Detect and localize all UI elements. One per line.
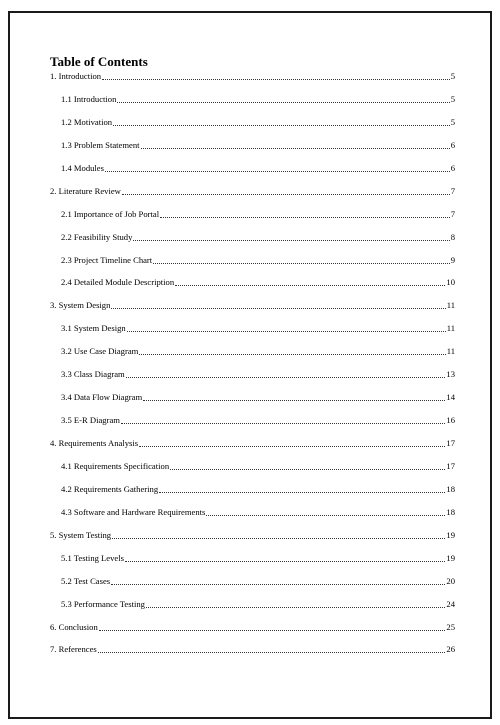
toc-entry[interactable] (50, 209, 455, 220)
toc-entry-page-number: 19 (446, 552, 455, 563)
toc-entry-page-number: 11 (446, 346, 455, 357)
toc-entry-page-number: 7 (450, 208, 455, 219)
toc-entry-page-number: 5 (450, 71, 455, 81)
toc-entry-label: 2.3 Project Timeline Chart (61, 254, 153, 265)
toc-entry-label: 1.3 Problem Statement (61, 139, 140, 150)
toc-entry-page-number: 24 (446, 598, 455, 609)
toc-entry-label: 5.2 Test Cases (61, 575, 111, 586)
toc-entry[interactable] (50, 576, 455, 587)
toc-entry[interactable] (50, 94, 455, 105)
dot-leader (99, 629, 446, 631)
toc-entry[interactable] (50, 622, 455, 633)
toc-entry[interactable] (50, 71, 455, 82)
toc-entry[interactable] (50, 438, 455, 449)
dot-leader (175, 284, 445, 286)
dot-leader (98, 651, 446, 653)
toc-entry[interactable] (50, 507, 455, 518)
toc-entry-page-number: 16 (446, 415, 455, 426)
dot-leader (102, 78, 450, 80)
toc-entry-label: 7. References (50, 644, 97, 655)
toc-entry-label: 3.4 Data Flow Diagram (61, 392, 143, 403)
toc-entry-label: 3.3 Class Diagram (61, 369, 125, 380)
dot-leader (121, 422, 445, 424)
dot-leader (112, 537, 445, 539)
dot-leader (206, 514, 445, 516)
toc-entry-label: 1.4 Modules (61, 162, 104, 173)
toc-entry-page-number: 26 (446, 644, 455, 655)
toc-entry-label: 5.1 Testing Levels (61, 552, 124, 563)
dot-leader (126, 376, 446, 378)
toc-entry-page-number: 20 (446, 575, 455, 586)
toc-entry[interactable] (50, 369, 455, 380)
toc-entry-page-number: 10 (446, 277, 455, 288)
toc-entry[interactable] (50, 530, 455, 541)
toc-entry[interactable] (50, 255, 455, 266)
toc-entry-label: 5. System Testing (50, 529, 112, 540)
dot-leader (146, 606, 445, 608)
toc-entry[interactable] (50, 323, 455, 334)
dot-leader (122, 193, 450, 195)
dot-leader (133, 239, 449, 241)
toc-entry-label: 3. System Design (50, 300, 111, 311)
dot-leader (153, 262, 450, 264)
dot-leader (111, 583, 445, 585)
toc-entry-label: 1.2 Motivation (61, 116, 113, 127)
toc-entry-label: 1.1 Introduction (61, 93, 117, 104)
toc-entry-label: 4.3 Software and Hardware Requirements (61, 506, 206, 517)
dot-leader (113, 124, 450, 126)
toc-entry-page-number: 5 (450, 93, 455, 104)
toc-entry-label: 4.1 Requirements Specification (61, 460, 170, 471)
dot-leader (160, 216, 450, 218)
dot-leader (141, 147, 450, 149)
toc-list (50, 71, 455, 667)
toc-entry[interactable] (50, 300, 455, 311)
toc-entry[interactable] (50, 277, 455, 288)
toc-entry-label: 2. Literature Review (50, 185, 121, 196)
toc-entry-label: 3.1 System Design (61, 323, 126, 334)
dot-leader (143, 399, 445, 401)
toc-entry-page-number: 7 (450, 185, 455, 196)
toc-entry[interactable] (50, 644, 455, 655)
dot-leader (159, 491, 445, 493)
toc-entry-page-number: 17 (446, 438, 455, 448)
toc-entry-page-number: 17 (446, 460, 455, 471)
toc-entry-page-number: 9 (450, 254, 455, 265)
toc-entry-page-number: 8 (450, 231, 455, 242)
dot-leader (170, 468, 445, 470)
toc-entry-page-number: 11 (446, 323, 455, 334)
toc-entry[interactable] (50, 346, 455, 357)
toc-title: Table of Contents (50, 54, 148, 69)
toc-entry[interactable] (50, 484, 455, 495)
toc-entry[interactable] (50, 392, 455, 403)
toc-entry-page-number: 6 (450, 162, 455, 173)
toc-entry[interactable] (50, 140, 455, 151)
toc-entry[interactable] (50, 163, 455, 174)
toc-entry[interactable] (50, 117, 455, 128)
toc-entry-page-number: 14 (446, 392, 455, 403)
dot-leader (117, 101, 449, 103)
toc-entry-page-number: 6 (450, 139, 455, 150)
toc-entry-page-number: 13 (446, 369, 455, 380)
toc-entry-page-number: 25 (446, 621, 455, 632)
dot-leader (105, 170, 450, 172)
dot-leader (139, 445, 445, 447)
dot-leader (111, 307, 445, 309)
toc-entry-page-number: 5 (450, 116, 455, 127)
dot-leader (139, 353, 445, 355)
dot-leader (127, 330, 446, 332)
toc-entry-label: 4.2 Requirements Gathering (61, 483, 159, 494)
toc-entry-label: 4. Requirements Analysis (50, 438, 139, 448)
toc-entry-page-number: 11 (446, 300, 455, 311)
toc-entry-label: 6. Conclusion (50, 621, 98, 632)
toc-entry-label: 2.1 Importance of Job Portal (61, 208, 160, 219)
toc-entry-label: 2.2 Feasibility Study (61, 231, 133, 242)
toc-entry-label: 3.5 E-R Diagram (61, 415, 120, 426)
toc-entry[interactable] (50, 599, 455, 610)
toc-entry[interactable] (50, 461, 455, 472)
toc-entry[interactable] (50, 232, 455, 243)
toc-entry-label: 1. Introduction (50, 71, 102, 81)
toc-entry-label: 2.4 Detailed Module Description (61, 277, 175, 288)
toc-entry-label: 5.3 Performance Testing (61, 598, 145, 609)
toc-entry-page-number: 19 (446, 529, 455, 540)
toc-entry[interactable] (50, 553, 455, 564)
toc-entry-page-number: 18 (446, 506, 455, 517)
toc-entry-page-number: 18 (446, 483, 455, 494)
dot-leader (125, 560, 445, 562)
toc-entry[interactable] (50, 415, 455, 426)
toc-entry[interactable] (50, 186, 455, 197)
toc-entry-label: 3.2 Use Case Diagram (61, 346, 139, 357)
